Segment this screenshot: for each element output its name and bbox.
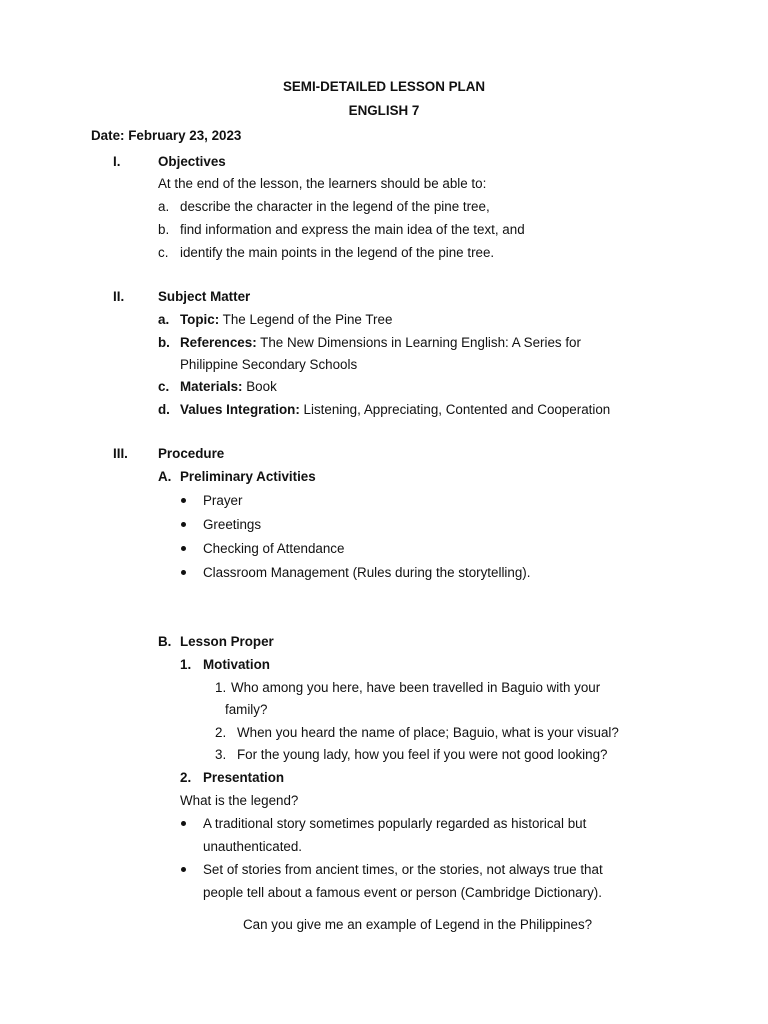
subsection-marker: B.	[158, 634, 172, 649]
subject-value: Listening, Appreciating, Contented and Cooperation	[303, 402, 611, 417]
section-numeral-subject-matter: II.	[113, 289, 125, 304]
subject-label: Topic:	[180, 312, 220, 327]
objective-item: identify the main points in the legend of the pine tree.	[180, 245, 495, 260]
objectives-intro: At the end of the lesson, the learners should be able to:	[158, 176, 487, 191]
subsection-heading-lesson-proper: Lesson Proper	[180, 634, 274, 649]
step-marker: 2.	[180, 770, 192, 785]
motivation-question: For the young lady, how you feel if you were not good looking?	[237, 747, 608, 762]
bullet-icon	[181, 570, 186, 575]
motivation-marker: 2.	[215, 725, 227, 740]
subject-label: Materials:	[180, 379, 243, 394]
step-heading-presentation: Presentation	[203, 770, 285, 785]
subject-item-values	[180, 403, 610, 416]
date-label: Date:	[91, 128, 125, 143]
subsection-marker: A.	[158, 469, 172, 484]
bullet-icon	[181, 546, 186, 551]
subject-value: The New Dimensions in Learning English: A Series for	[260, 335, 581, 350]
subject-marker: c.	[158, 379, 170, 394]
date-line	[91, 129, 241, 142]
closing-question: Can you give me an example of Legend in the Philippines?	[243, 917, 593, 932]
subject-label: References:	[180, 335, 257, 350]
section-heading-subject-matter: Subject Matter	[158, 289, 251, 304]
definition-item: A traditional story sometimes popularly regarded as historical but	[203, 816, 587, 831]
bullet-icon	[181, 498, 186, 503]
definition-item: Set of stories from ancient times, or the stories, not always true that	[203, 862, 603, 877]
objective-marker: c.	[158, 245, 169, 260]
section-heading-procedure: Procedure	[158, 446, 225, 461]
objective-marker: a.	[158, 199, 170, 214]
subject-item-topic	[180, 313, 392, 326]
section-heading-objectives: Objectives	[158, 154, 226, 169]
objective-item: find information and express the main idea of the text, and	[180, 222, 525, 237]
motivation-question: Who among you here, have been travelled in Baguio with your	[231, 680, 601, 695]
motivation-question-continued: family?	[225, 702, 268, 717]
subject-marker: b.	[158, 335, 170, 350]
subject-label: Values Integration:	[180, 402, 300, 417]
subject-value: Book	[246, 379, 277, 394]
subject-value-continued: Philippine Secondary Schools	[180, 357, 358, 372]
preliminary-item: Classroom Management (Rules during the storytelling).	[203, 565, 531, 580]
step-heading-motivation: Motivation	[203, 657, 270, 672]
definition-item-continued: unauthenticated.	[203, 839, 303, 854]
step-marker: 1.	[180, 657, 192, 672]
document-title: SEMI-DETAILED LESSON PLAN	[282, 79, 486, 94]
section-numeral-procedure: III.	[113, 446, 128, 461]
section-numeral-objectives: I.	[113, 154, 121, 169]
presentation-question: What is the legend?	[180, 793, 299, 808]
subject-marker: a.	[158, 312, 170, 327]
objective-marker: b.	[158, 222, 170, 237]
document-subject: ENGLISH 7	[348, 103, 420, 118]
objective-item: describe the character in the legend of the pine tree,	[180, 199, 490, 214]
subject-item-materials	[180, 380, 277, 393]
date-value: February 23, 2023	[128, 128, 242, 143]
preliminary-item: Prayer	[203, 493, 243, 508]
bullet-icon	[181, 522, 186, 527]
subject-marker: d.	[158, 402, 170, 417]
subject-value: The Legend of the Pine Tree	[222, 312, 393, 327]
bullet-icon	[181, 821, 186, 826]
subsection-heading-preliminary: Preliminary Activities	[180, 469, 316, 484]
motivation-marker: 3.	[215, 747, 227, 762]
motivation-marker: 1.	[215, 680, 227, 695]
preliminary-item: Checking of Attendance	[203, 541, 345, 556]
bullet-icon	[181, 867, 186, 872]
definition-item-continued: people tell about a famous event or person (Cambridge Dictionary).	[203, 885, 602, 900]
motivation-question: When you heard the name of place; Baguio, what is your visual?	[237, 725, 619, 740]
preliminary-item: Greetings	[203, 517, 262, 532]
subject-item-references	[180, 336, 581, 349]
